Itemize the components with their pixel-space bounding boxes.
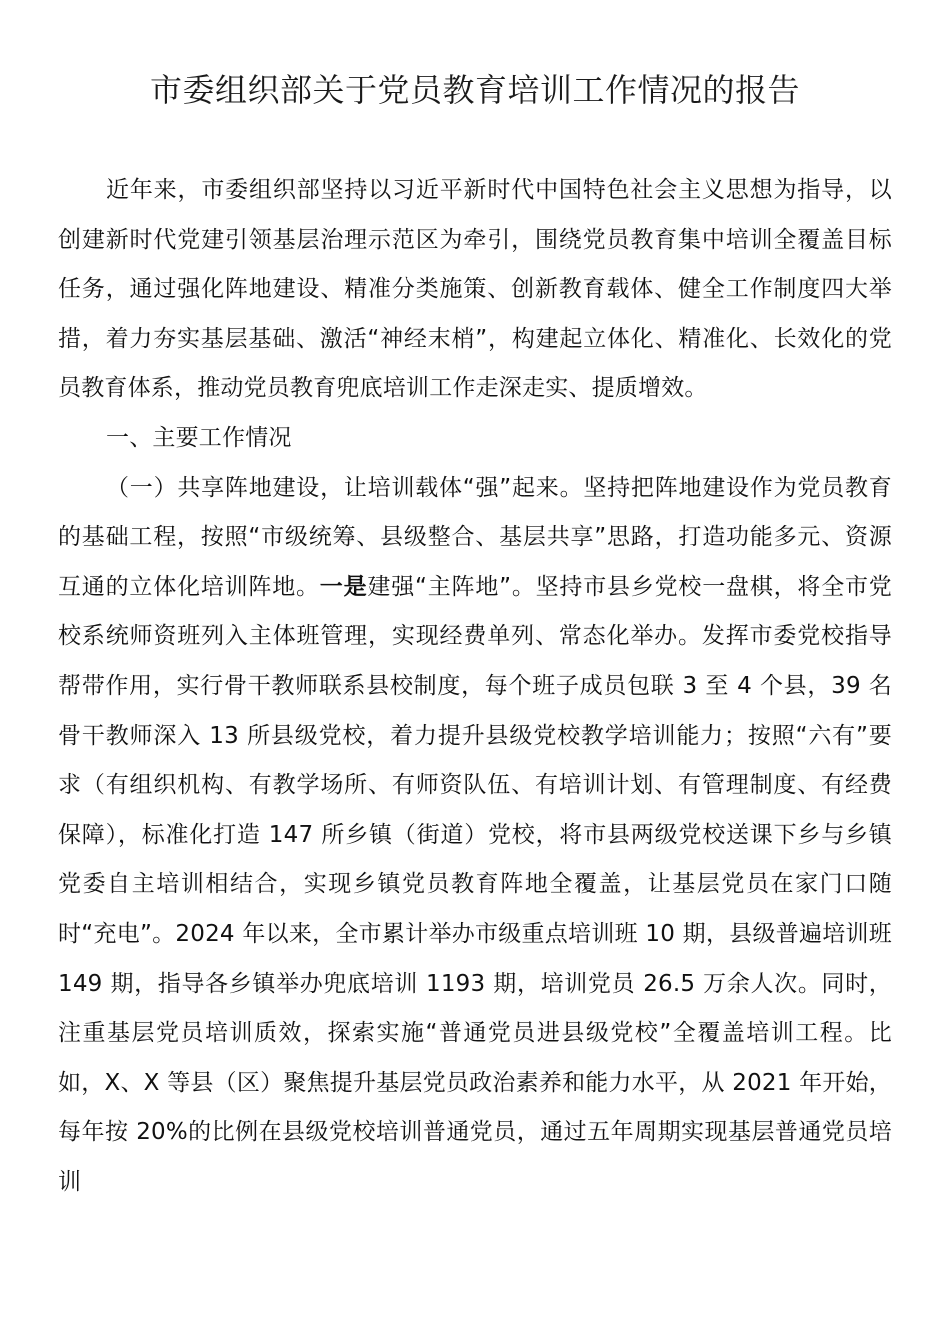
subsection-body: 建强“主阵地”。坚持市县乡党校一盘棋，将全市党校系统师资班列入主体班管理，实现经费单列、常态化举办。发挥市委党校指导帮带作用，实行骨干教师联系县校制度，每个班子成员包联 3 至 4 个县，39 名骨干教师深入 13 所县级党校，着力提升县级党校教学培训能力；按照“六有”要求（有组织机构、有教学场所、有师资队伍、有培训计划、有管理制度、有经费保障），标准化打造 147 所乡镇（街道）党校，将市县两级党校送课下乡与乡镇党委自主培训相结合，实现乡镇党员教育阵地全覆盖，让基层党员在家门口随时“充电”。2024 年以来，全市累计举办市级重点培训班 10 期，县级普遍培训班 149 期，指导各乡镇举办兜底培训 1193 期，培训党员 26.5 万余人次。同时，注重基层党员培训质效，探索实施“普通党员进县级党校”全覆盖培训工程。比如，X、X 等县（区）聚焦提升基层党员政治素养和能力水平，从 2021 年开始，每年按 20%的比例在县级党校培训普通党员，通过五年周期实现基层普通党员培训 — [58, 573, 893, 1195]
page-title: 市委组织部关于党员教育培训工作情况的报告 — [149, 71, 800, 109]
section-heading-1: 一、主要工作情况 — [106, 424, 292, 451]
bold-marker: 一是 — [319, 573, 368, 600]
document-body — [58, 166, 892, 1207]
intro-paragraph: 近年来，市委组织部坚持以习近平新时代中国特色社会主义思想为指导，以创建新时代党建引领基层治理示范区为牵引，围绕党员教育集中培训全覆盖目标任务，通过强化阵地建设、精准分类施策、创新教育载体、健全工作制度四大举措，着力夯实基层基础、激活“神经末梢”，构建起立体化、精准化、长效化的党员教育体系，推动党员教育兜底培训工作走深走实、提质增效。 — [58, 177, 892, 402]
subsection-paragraph-1 — [58, 464, 892, 1208]
subsection-lead: （一）共享阵地建设，让培训载体“强”起来。坚持把阵地建设作为党员教育的基础工程，按照“市级统筹、县级整合、基层共享”思路，打造功能多元、资源互通的立体化培训阵地。 — [58, 474, 892, 600]
